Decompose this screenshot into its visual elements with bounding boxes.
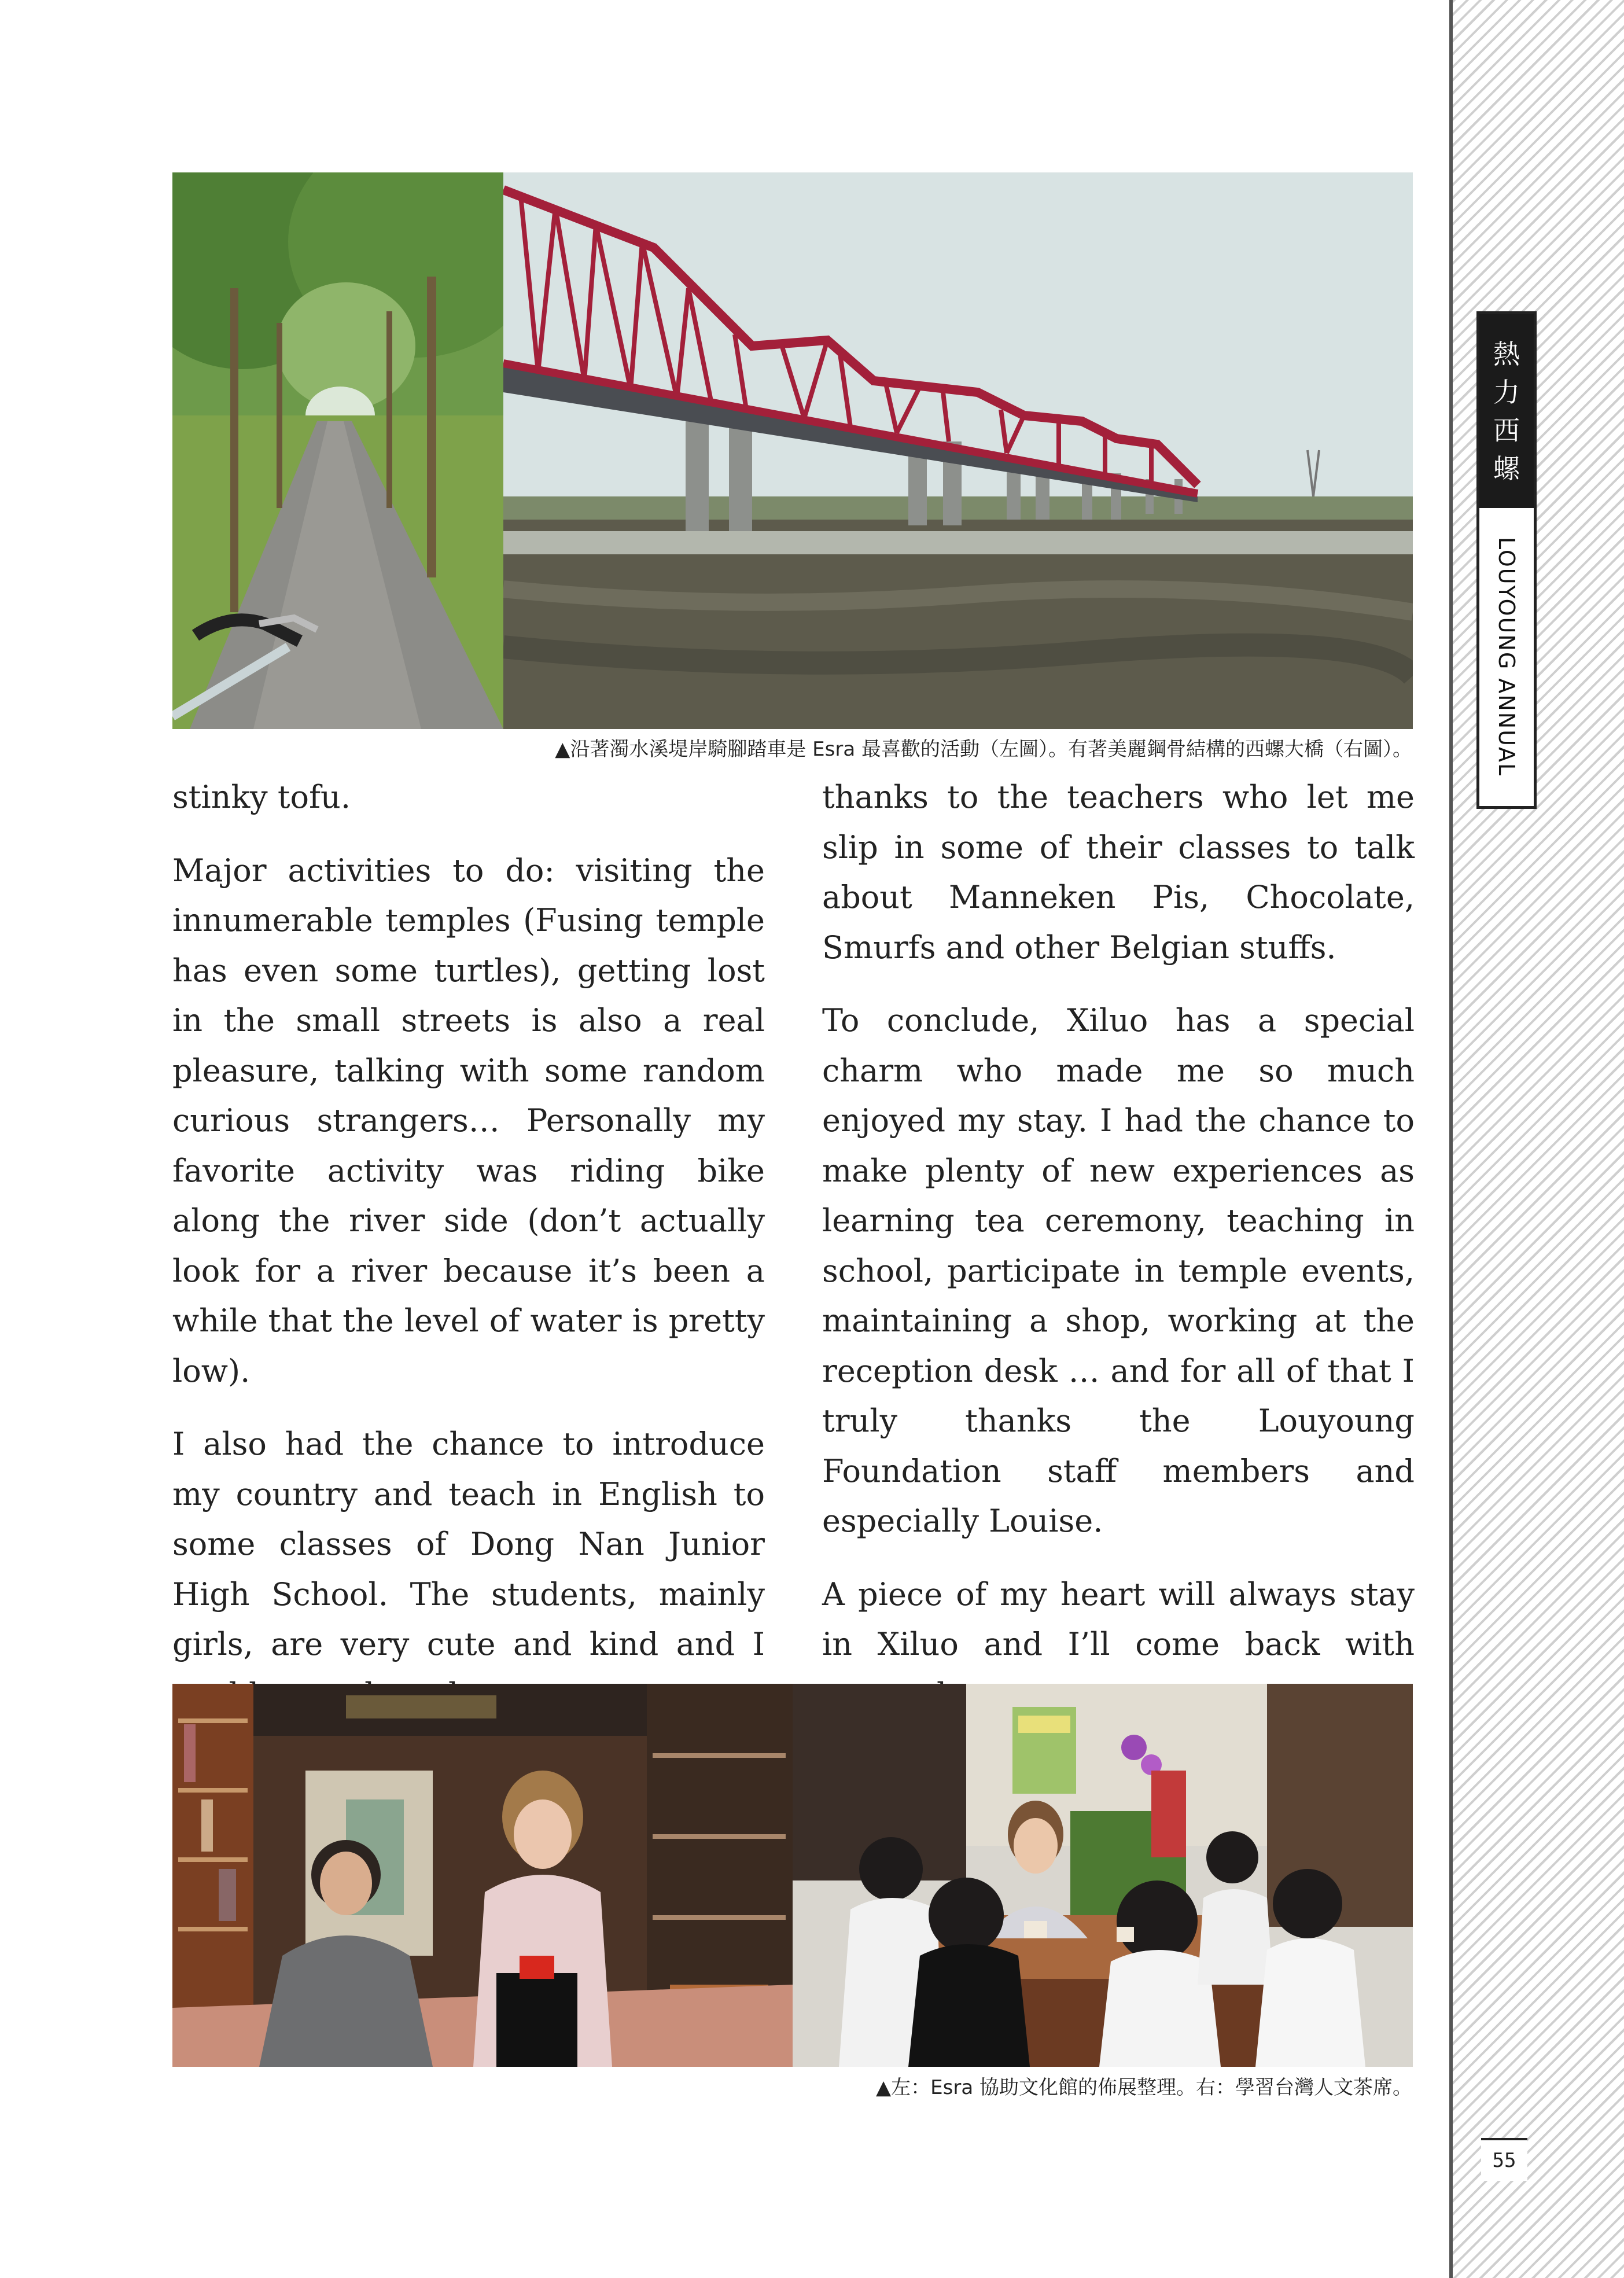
title-char: 力 — [1493, 376, 1520, 408]
section-title-chinese — [1479, 314, 1534, 508]
section-title-english: LOUYOUNG ANNUAL — [1494, 537, 1519, 777]
title-char: 螺 — [1493, 452, 1520, 484]
paragraph: Major activities to do: visiting the innumerable temples (Fusing temple has even some turtles), getting lost in the small streets is also a real pleasure, talking with some random curious strangers… Personally my favorite activity was riding bike along the river side (don’t actually look for a river because it’s been a while that the level of water is pretty low). — [172, 852, 765, 1389]
title-char: 熱 — [1493, 338, 1520, 370]
paragraph: thanks to the teachers who let me slip in some of their classes to talk about Manneken Pis, Chocolate, Smurfs and other Belgian stuffs. — [822, 779, 1415, 966]
top-photo-caption: ▲沿著濁水溪堤岸騎腳踏車是 Esra 最喜歡的活動（左圖）。有著美麗鋼骨結構的西螺大橋（右圖）。 — [555, 738, 1412, 761]
photo-exhibition-shop — [172, 1684, 793, 2067]
section-tab — [1476, 311, 1537, 809]
photo-bike-path — [172, 172, 503, 729]
article-right-column — [822, 772, 1415, 1743]
paragraph: To conclude, Xiluo has a special charm who made me so much enjoyed my stay. I had the chance to make plenty of new experiences as learning tea ceremony, teaching in school, participate in temple events, maintaining a shop, working at the reception desk … and for all of that I truly thanks the Louyoung Foundation staff members and especially Louise. — [822, 1002, 1415, 1539]
photo-xiluo-bridge — [503, 172, 1413, 729]
page-number: 55 — [1481, 2138, 1527, 2181]
side-strip — [1449, 0, 1624, 2278]
section-title-english-box — [1479, 508, 1534, 806]
title-char: 西 — [1493, 414, 1520, 446]
photo-tea-ceremony — [793, 1684, 1413, 2067]
paragraph: A piece of my heart will always stay in Xiluo and I’ll come back with — [822, 1576, 1415, 1662]
article-left-column — [172, 772, 765, 1793]
paragraph: I also had the chance to introduce my country and teach in English to some classes of Dong Nan Junior High School. The students, mainly girls, are very cute and kind and I — [172, 1426, 765, 1662]
bottom-photo-caption: ▲左：Esra 協助文化館的佈展整理。右：學習台灣人文茶席。 — [876, 2076, 1412, 2099]
paragraph: stinky tofu. — [172, 779, 351, 815]
